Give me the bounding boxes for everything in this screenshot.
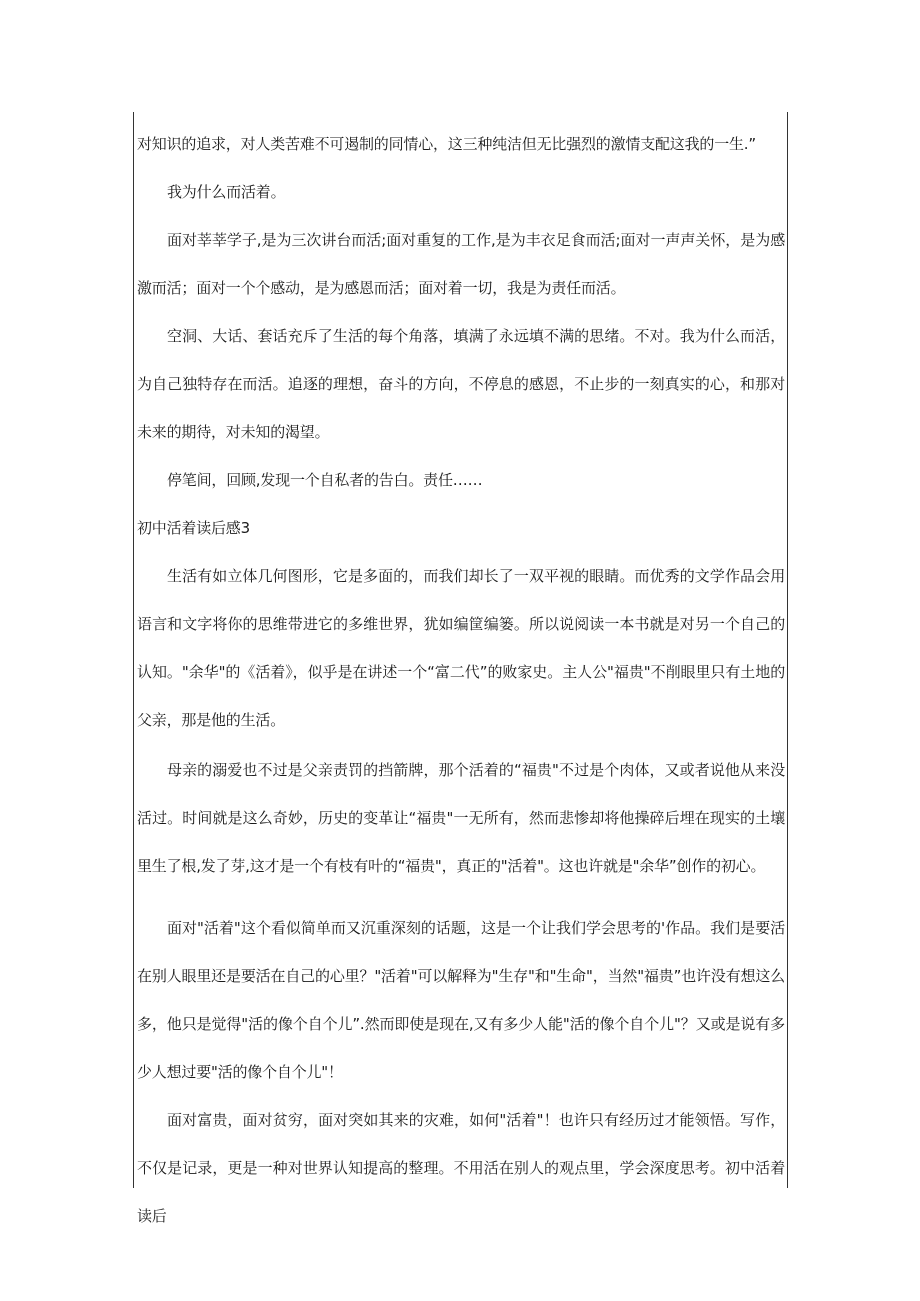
paragraph: 面对富贵，面对贫穷，面对突如其来的灾难，如何"活着"！也许只有经历过才能领悟。写作，不仅是记录，更是一种对世界认知提高的整理。不用活在别人的观点里，学会深度思考。初中活着读后 xyxy=(137,1111,785,1225)
paragraph: 对知识的追求，对人类苦难不可遏制的同情心，这三种纯洁但无比强烈的激情支配这我的一生.” xyxy=(137,135,756,153)
paragraph: 停笔间，回顾,发现一个自私者的告白。责任…… xyxy=(167,471,483,489)
section-heading: 初中活着读后感3 xyxy=(137,519,250,537)
spacer xyxy=(137,890,785,904)
page-border-left xyxy=(133,112,134,1188)
paragraph: 母亲的溺爱也不过是父亲责罚的挡箭牌，那个活着的“福贵"不过是个肉体，又或者说他从来没活过。时间就是这么奇妙，历史的变革让“福贵"一无所有，然而悲惨却将他操碎后埋在现实的土壤里生了根,发了芽,这才是一个有枝有叶的“福贵"，真正的"活着"。这也许就是"余华”创作的初心。 xyxy=(137,761,785,875)
document-body xyxy=(137,120,785,1240)
paragraph: 面对莘莘学子,是为三次讲台而活;面对重复的工作,是为丰衣足食而活;面对一声声关怀，是为感激而活；面对一个个感动，是为感恩而活；面对着一切，我是为责任而活。 xyxy=(137,231,785,297)
paragraph: 面对"活着"这个看似简单而又沉重深刻的话题，这是一个让我们学会思考的'作品。我们是要活在别人眼里还是要活在自己的心里？"活着"可以解释为"生存"和"生命"，当然"福贵”也许没有想这么多，他只是觉得"活的像个自个儿”.然而即使是现在,又有多少人能"活的像个自个儿"？又或是说有多少人想过要"活的像个自个儿"！ xyxy=(137,919,785,1081)
paragraph: 我为什么而活着。 xyxy=(167,183,286,201)
page-border-right xyxy=(787,112,788,1188)
paragraph: 生活有如立体几何图形，它是多面的，而我们却长了一双平视的眼睛。而优秀的文学作品会用语言和文字将你的思维带进它的多维世界，犹如编筐编篓。所以说阅读一本书就是对另一个自己的认知。"余华"的《活着》，似乎是在讲述一个“富二代”的败家史。主人公"福贵"不削眼里只有土地的父亲，那是他的生活。 xyxy=(137,567,785,729)
paragraph: 空洞、大话、套话充斥了生活的每个角落，填满了永远填不满的思绪。不对。我为什么而活，为自己独特存在而活。追逐的理想，奋斗的方向，不停息的感恩，不止步的一刻真实的心，和那对未来的期待，对未知的渴望。 xyxy=(137,327,785,441)
